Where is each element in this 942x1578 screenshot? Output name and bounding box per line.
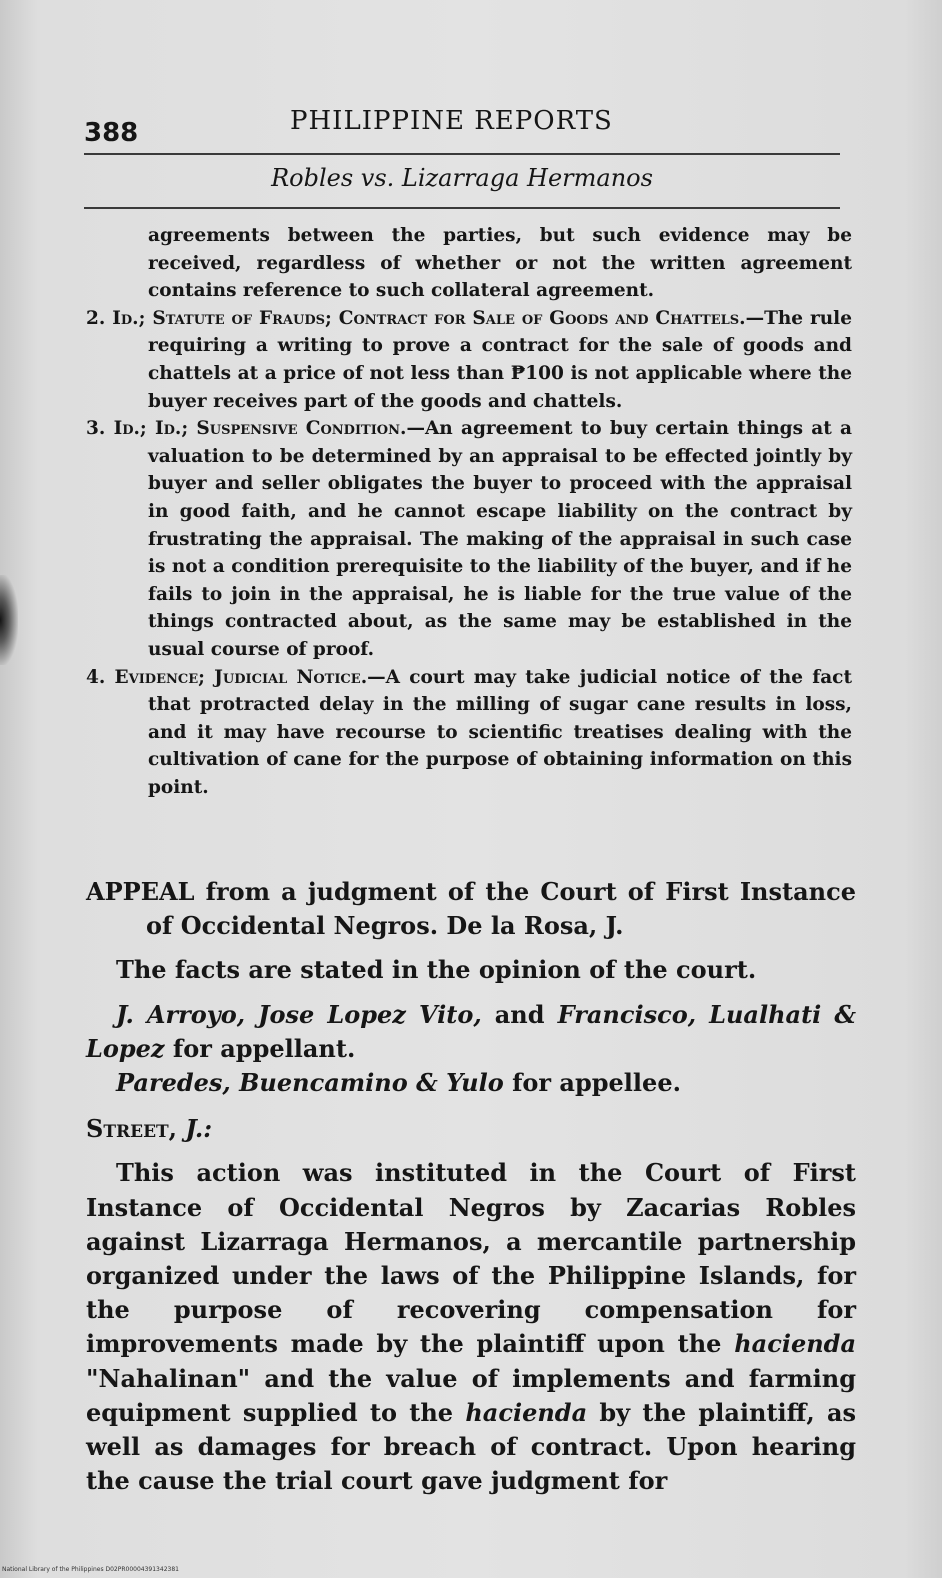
syllabus-number: 2. — [86, 307, 106, 329]
syllabus-text: —A court may take judicial notice of the fact that protracted delay in the milling of sugar cane results in loss, and it may have recourse to scientific treatises dealing with the cultivation of cane for the purpose of obtaining information on this point. — [148, 666, 852, 798]
appellant-counsel-names: J. Arroyo, Jose Lopez Vito, — [116, 999, 482, 1029]
appeal-line — [86, 875, 856, 943]
hacienda-term: hacienda — [465, 1397, 588, 1427]
syllabus-text: —The rule requiring a writing to prove a contract for the sale of goods and chattels at a price of not less than ₱100 is not applicable where the buyer receives part of the goods and chattels. — [148, 307, 852, 412]
syllabus-paragraph-1: agreements between the parties, but such evidence may be received, regardless of whether or not the written agreement contains reference to such collateral agreement. — [148, 225, 852, 302]
appeal-text: APPEAL from a judgment of the Court of First Instance of Occidental Negros. — [86, 877, 856, 941]
opinion-text-2: "Nahalinan" and the value of implements and farming equipment supplied to the — [86, 1363, 856, 1427]
syllabus-paragraph-2 — [86, 305, 852, 415]
syllabus-heading: Id.; Statute of Frauds; Contract for Sale of Goods and Chattels. — [112, 307, 746, 329]
appellee-suffix: for appellee. — [512, 1068, 681, 1098]
justice-suffix: J.: — [185, 1114, 213, 1144]
appellee-counsel-names: Paredes, Buencamino & Yulo — [116, 1068, 504, 1098]
syllabus-heading: Id.; Id.; Suspensive Condition. — [113, 418, 407, 440]
justice-name: Street, — [86, 1114, 178, 1144]
syllabus-number: 4. — [86, 666, 106, 688]
appellant-counsel-firm: Francisco, Lualhati & Lopez — [86, 999, 856, 1063]
appellant-counsel-line — [86, 998, 856, 1066]
hacienda-term: hacienda — [734, 1329, 856, 1359]
appellant-and: and — [494, 999, 545, 1029]
opinion-text-3: by the plaintiff, as well as damages for breach of contract. Upon hearing the cause the trial court gave judgment for — [86, 1397, 857, 1496]
syllabus-text: —An agreement to buy certain things at a valuation to be determined by an appraisal to be effected jointly by buyer and seller obligates the buyer to proceed with the appraisal in good faith, and he cannot escape liability on the contract by frustrating the appraisal. The making of the appraisal in such case is not a condition prerequisite to the liability of the buyer, and if he fails to join in the appraisal, he is liable for the true value of the things contracted about, as the same may be established in the usual course of proof. — [148, 418, 852, 660]
binding-shadow — [0, 575, 18, 665]
syllabus-paragraph-3 — [86, 415, 852, 663]
opinion-paragraph — [86, 1156, 856, 1498]
syllabus-paragraph-4 — [86, 664, 852, 802]
appellee-counsel-line — [86, 1066, 856, 1100]
opinion-body — [86, 875, 856, 1498]
appellant-suffix: for appellant. — [172, 1033, 356, 1063]
justice-line — [86, 1112, 856, 1146]
syllabus-heading: Evidence; Judicial Notice. — [114, 666, 368, 688]
header-rule-top — [84, 153, 840, 155]
case-title: Robles vs. Lizarraga Hermanos — [271, 164, 653, 192]
archive-footer: National Library of the Philippines D02PR00004391342381 — [2, 1566, 179, 1573]
syllabus — [86, 222, 852, 801]
facts-line: The facts are stated in the opinion of the court. — [116, 955, 757, 985]
trial-judge: De la Rosa, J. — [446, 911, 624, 941]
page-number: 388 — [84, 118, 139, 148]
header-rule-bottom — [84, 207, 840, 209]
opinion-text-1: This action was instituted in the Court of First Instance of Occidental Negros by Zacarias Robles against Lizarraga Hermanos, a mercantile partnership organized under the laws of the Philippine Islands, for the purpose of recovering compensation for improvements made by the plaintiff upon the — [86, 1158, 856, 1359]
syllabus-number: 3. — [86, 418, 106, 440]
running-head-title: PHILIPPINE REPORTS — [290, 106, 613, 136]
